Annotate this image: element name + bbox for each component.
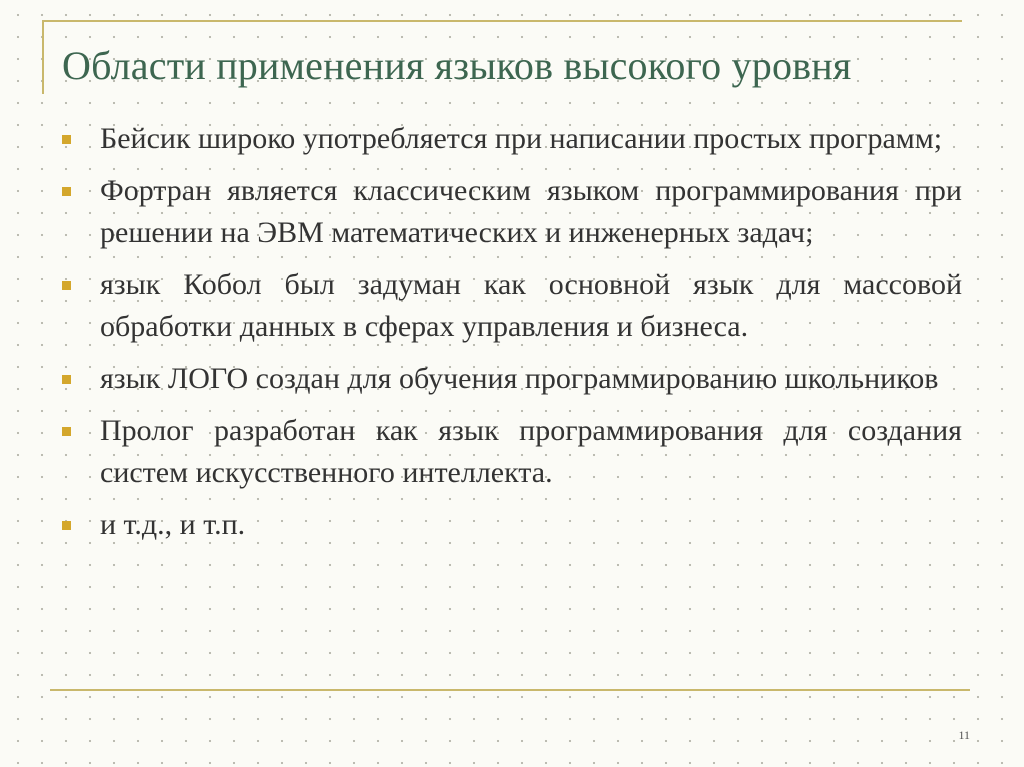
- bullet-item: [62, 170, 962, 254]
- square-bullet-icon: [62, 427, 71, 436]
- bullet-item: [62, 118, 962, 160]
- page-number: 11: [958, 728, 970, 742]
- square-bullet-icon: [62, 521, 71, 530]
- bullet-text: и т.д., и т.п.: [100, 508, 246, 541]
- bullet-text: язык ЛОГО создан для обучения программированию школьников: [100, 362, 939, 395]
- slide-title: Области применения языков высокого уровня: [62, 43, 852, 88]
- square-bullet-icon: [62, 375, 71, 384]
- bullet-list: [62, 118, 962, 556]
- square-bullet-icon: [62, 281, 71, 290]
- bullet-item: [62, 504, 962, 546]
- bullet-text: Бейсик широко употребляется при написании простых программ;: [100, 122, 943, 155]
- square-bullet-icon: [62, 187, 71, 196]
- bullet-item: [62, 264, 962, 348]
- bullet-item: [62, 358, 962, 400]
- title-rule-left: [42, 20, 44, 94]
- footer-rule: [50, 689, 970, 691]
- bullet-text: Фортран является классическим языком программирования при решении на ЭВМ математических и инженерных задач;: [100, 174, 962, 249]
- bullet-text: язык Кобол был задуман как основной язык для массовой обработки данных в сферах управления и бизнеса.: [100, 268, 962, 343]
- bullet-item: [62, 410, 962, 494]
- bullet-text: Пролог разработан как язык программирования для создания систем искусственного интеллекта.: [100, 414, 962, 489]
- square-bullet-icon: [62, 135, 71, 144]
- title-rule-top: [42, 20, 962, 22]
